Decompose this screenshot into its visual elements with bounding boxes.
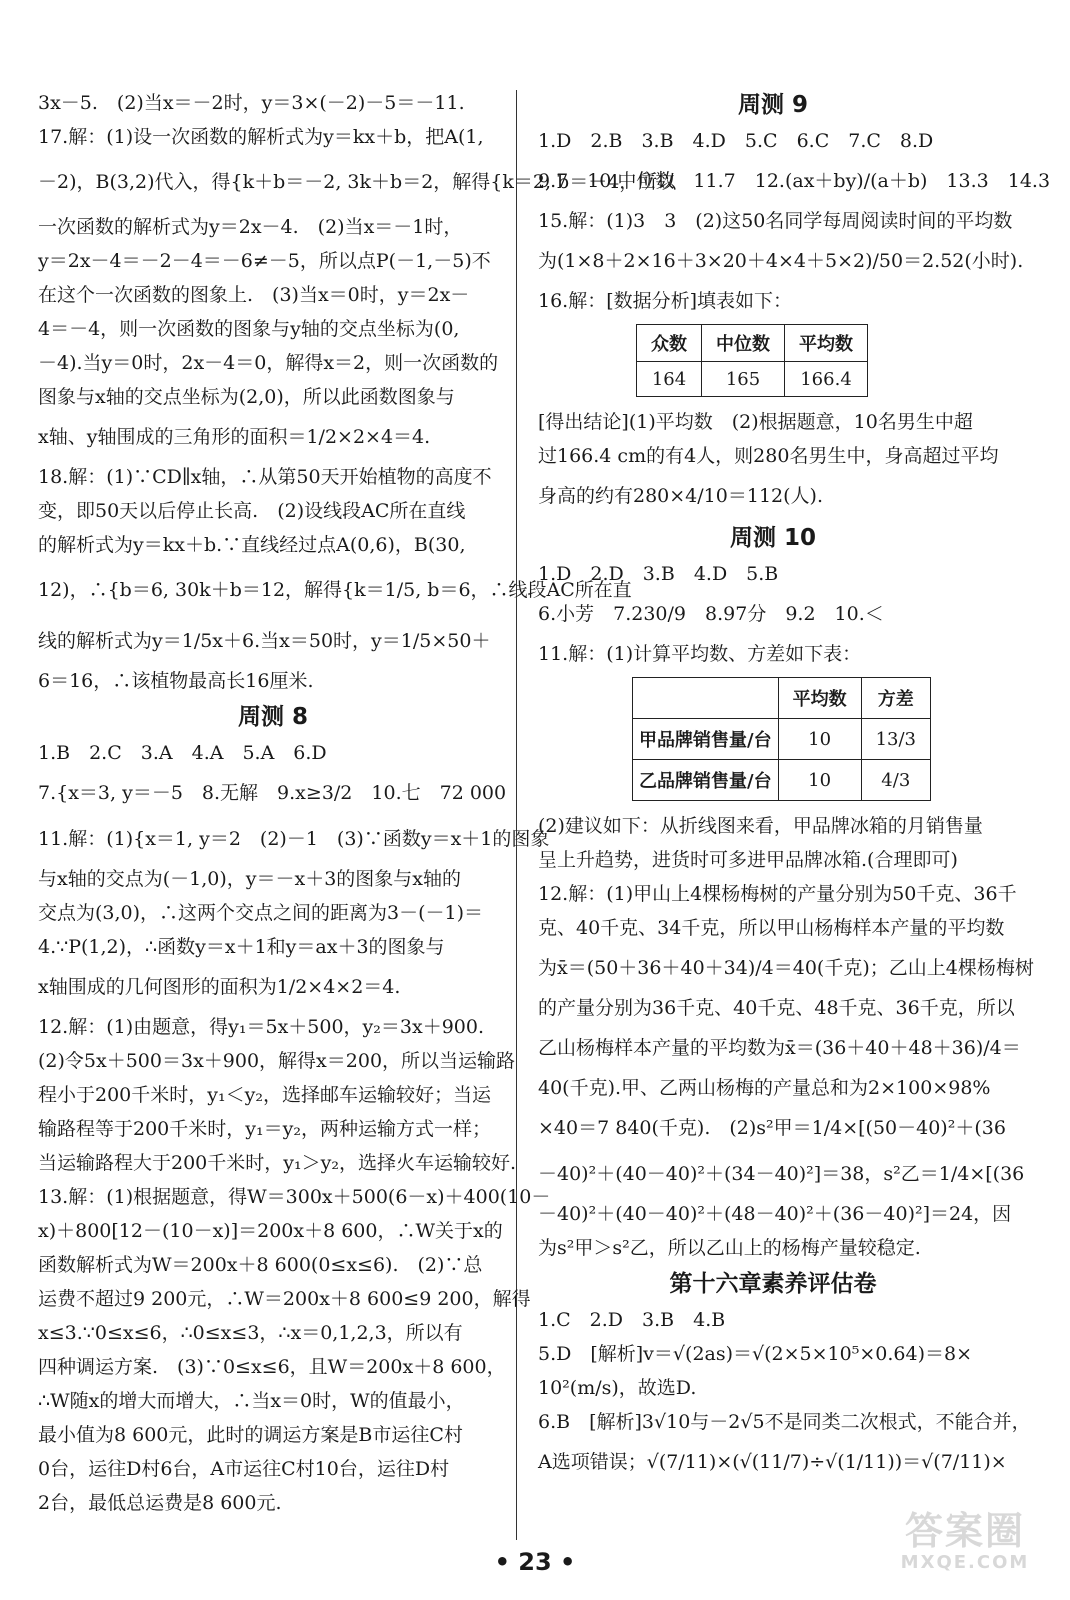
table-cell: 165 <box>702 362 785 397</box>
table-header: 平均数 <box>785 325 868 362</box>
answer-line: 为(1×8＋2×16＋3×20＋4×4＋5×2)/50＝2.52(小时). <box>538 250 1024 272</box>
answer-line: 7.{x＝3, y＝－5 8.无解 9.x≥3/2 10.七 72 000 <box>38 782 507 804</box>
table-cell: 164 <box>637 362 702 397</box>
answer-line: 为s²甲＞s²乙，所以乙山上的杨梅产量较稳定. <box>538 1237 921 1259</box>
answer-line: 变，即50天以后停止长高. (2)设线段AC所在直线 <box>38 500 466 522</box>
answer-line: 输路程等于200千米时，y₁＝y₂，两种运输方式一样； <box>38 1118 491 1140</box>
answer-line: 1.C 2.D 3.B 4.B <box>538 1309 726 1331</box>
page-number: • 23 • <box>494 1548 576 1576</box>
answer-line: 5.D [解析]v＝√(2as)＝√(2×5×10⁵×0.64)＝8× <box>538 1343 972 1365</box>
answer-line: 的产量分别为36千克、40千克、48千克、36千克，所以 <box>538 997 1015 1019</box>
answer-line: [得出结论](1)平均数 (2)根据题意，10名男生中超 <box>538 411 973 433</box>
answer-line: ∴W随x的增大而增大，∴当x＝0时，W的值最小， <box>38 1390 465 1412</box>
answer-line: 16.解：[数据分析]填表如下： <box>538 290 793 312</box>
answer-line: (2)建议如下：从折线图来看，甲品牌冰箱的月销售量 <box>538 815 983 837</box>
table-cell: 10 <box>778 760 861 801</box>
answer-line: －40)²＋(40－40)²＋(34－40)²]＝38，s²乙＝1/4×[(36 <box>538 1163 1025 1185</box>
answer-line: 2台，最低总运费是8 600元. <box>38 1492 282 1514</box>
answer-line: 线的解析式为y＝1/5x＋6.当x＝50时，y＝1/5×50＋ <box>38 630 491 652</box>
answer-line: 11.解：(1){x＝1, y＝2 (2)－1 (3)∵函数y＝x＋1的图象 <box>38 828 550 850</box>
section-title-week10: 周测 10 <box>729 525 816 551</box>
answer-line: 4.∵P(1,2)，∴函数y＝x＋1和y＝ax＋3的图象与 <box>38 936 445 958</box>
answer-line: y＝2x－4＝－2－4＝－6≠－5，所以点P(－1,－5)不 <box>38 250 491 272</box>
answer-line: 18.解：(1)∵CD∥x轴，∴从第50天开始植物的高度不 <box>38 466 492 488</box>
answer-line: 12)，∴{b＝6, 30k＋b＝12，解得{k＝1/5, b＝6，∴线段AC所在直 <box>38 579 632 601</box>
answer-line: 15.解：(1)3 3 (2)这50名同学每周阅读时间的平均数 <box>538 210 1013 232</box>
answer-line: －4).当y＝0时，2x－4＝0，解得x＝2，则一次函数的 <box>38 352 499 374</box>
answer-line: 1.D 2.B 3.B 4.D 5.C 6.C 7.C 8.D <box>538 130 934 152</box>
table-header: 中位数 <box>702 325 785 362</box>
answer-line: 图象与x轴的交点坐标为(2,0)，所以此函数图象与 <box>38 386 455 408</box>
answer-line: 当运输路程大于200千米时，y₁＞y₂，选择火车运输较好. <box>38 1152 517 1174</box>
table-cell: 10 <box>778 719 861 760</box>
section-title-chapter16: 第十六章素养评估卷 <box>669 1271 877 1297</box>
watermark-url: MXQE.COM <box>900 1552 1030 1573</box>
answer-line: 运费不超过9 200元，∴W＝200x＋8 600≤9 200，解得 <box>38 1288 531 1310</box>
answer-line: 四种调运方案. (3)∵0≤x≤6，且W＝200x＋8 600， <box>38 1356 506 1378</box>
answer-line: 最小值为8 600元，此时的调运方案是B市运往C村 <box>38 1424 463 1446</box>
section-title-week8: 周测 8 <box>237 704 308 730</box>
answer-line: 6.小芳 7.230/9 8.97分 9.2 10.＜ <box>538 603 884 625</box>
answer-line: 6＝16，∴该植物最高长16厘米. <box>38 670 314 692</box>
answer-line: x轴围成的几何图形的面积为1/2×4×2＝4. <box>38 976 401 998</box>
answer-line: 6.B [解析]3√10与－2√5不是同类二次根式，不能合并， <box>538 1411 1031 1433</box>
answer-line: 9.7 10.中位数 11.7 12.(ax＋by)/(a＋b) 13.3 14.3 <box>538 170 1051 192</box>
answer-line: 过166.4 cm的有4人，则280名男生中，身高超过平均 <box>538 445 999 467</box>
table-cell: 13/3 <box>861 719 930 760</box>
answer-line: 克、40千克、34千克，所以甲山杨梅样本产量的平均数 <box>538 917 1005 939</box>
stats-table-week10 <box>632 677 931 801</box>
answer-line: －40)²＋(40－40)²＋(48－40)²＋(36－40)²]＝24，因 <box>538 1203 1012 1225</box>
answer-line: 10²(m/s)，故选D. <box>538 1377 697 1399</box>
answer-line: 13.解：(1)根据题意，得W＝300x＋500(6－x)＋400(10－ <box>38 1186 551 1208</box>
table-cell: 4/3 <box>861 760 930 801</box>
answer-line: 程小于200千米时，y₁＜y₂，选择邮车运输较好；当运 <box>38 1084 491 1106</box>
answer-line: 40(千克).甲、乙两山杨梅的产量总和为2×100×98% <box>538 1077 991 1099</box>
answer-line: ×40＝7 840(千克). (2)s²甲＝1/4×[(50－40)²＋(36 <box>538 1117 1006 1139</box>
right-column <box>538 86 1051 1485</box>
answer-line: x轴、y轴围成的三角形的面积＝1/2×2×4＝4. <box>38 426 431 448</box>
table-header: 众数 <box>637 325 702 362</box>
answer-line: －2)，B(3,2)代入，得{k＋b＝－2, 3k＋b＝2，解得{k＝2, b＝－4，所以 <box>38 171 677 193</box>
answer-line: 3x－5. (2)当x＝－2时，y＝3×(－2)－5＝－11. <box>38 92 465 114</box>
answer-line: 交点为(3,0)，∴这两个交点之间的距离为3－(－1)＝ <box>38 902 484 924</box>
answer-line: (2)令5x＋500＝3x＋900，解得x＝200，所以当运输路 <box>38 1050 516 1072</box>
answer-line: 与x轴的交点为(－1,0)，y＝－x＋3的图象与x轴的 <box>38 868 462 890</box>
table-row-label: 乙品牌销售量/台 <box>633 760 779 801</box>
answer-line: 11.解：(1)计算平均数、方差如下表： <box>538 643 862 665</box>
column-divider <box>516 90 517 1540</box>
answer-line: A选项错误；√(7/11)×(√(11/7)÷√(1/11))＝√(7/11)× <box>538 1451 1007 1473</box>
answer-line: 函数解析式为W＝200x＋8 600(0≤x≤6). (2)∵总 <box>38 1254 483 1276</box>
answer-line: x)＋800[12－(10－x)]＝200x＋8 600，∴W关于x的 <box>38 1220 503 1242</box>
table-row-label: 甲品牌销售量/台 <box>633 719 779 760</box>
table-cell: 166.4 <box>785 362 868 397</box>
answer-line: 为x̄＝(50＋36＋40＋34)/4＝40(千克)；乙山上4棵杨梅树 <box>538 957 1034 979</box>
answer-line: 12.解：(1)由题意，得y₁＝5x＋500，y₂＝3x＋900. <box>38 1016 485 1038</box>
answer-line: 1.B 2.C 3.A 4.A 5.A 6.D <box>38 742 327 764</box>
watermark <box>880 1510 1050 1580</box>
table-header: 方差 <box>861 678 930 719</box>
answer-line: x≤3.∵0≤x≤6，∴0≤x≤3，∴x＝0,1,2,3，所以有 <box>38 1322 463 1344</box>
answer-line: 的解析式为y＝kx＋b.∵直线经过点A(0,6)，B(30, <box>38 534 466 556</box>
answer-line: 身高的约有280×4/10＝112(人). <box>538 485 823 507</box>
answer-line: 乙山杨梅样本产量的平均数为x̄＝(36＋40＋48＋36)/4＝ <box>538 1037 1021 1059</box>
table-header: 平均数 <box>778 678 861 719</box>
answer-line: 在这个一次函数的图象上. (3)当x＝0时，y＝2x－ <box>38 284 470 306</box>
answer-line: 4＝－4，则一次函数的图象与y轴的交点坐标为(0, <box>38 318 460 340</box>
answer-line: 12.解：(1)甲山上4棵杨梅树的产量分别为50千克、36千 <box>538 883 1017 905</box>
answer-line: 0台，运往D村6台，A市运往C村10台，运往D村 <box>38 1458 450 1480</box>
answer-line: 呈上升趋势，进货时可多进甲品牌冰箱.(合理即可) <box>538 849 958 871</box>
answer-line: 一次函数的解析式为y＝2x－4. (2)当x＝－1时， <box>38 216 463 238</box>
answer-line: 17.解：(1)设一次函数的解析式为y＝kx＋b，把A(1, <box>38 126 484 148</box>
section-title-week9: 周测 9 <box>737 92 808 118</box>
watermark-logo: 答案圈 <box>904 1509 1025 1553</box>
answer-line: 1.D 2.D 3.B 4.D 5.B <box>538 563 779 585</box>
stats-table-week9 <box>636 324 868 397</box>
table-header <box>633 678 779 719</box>
